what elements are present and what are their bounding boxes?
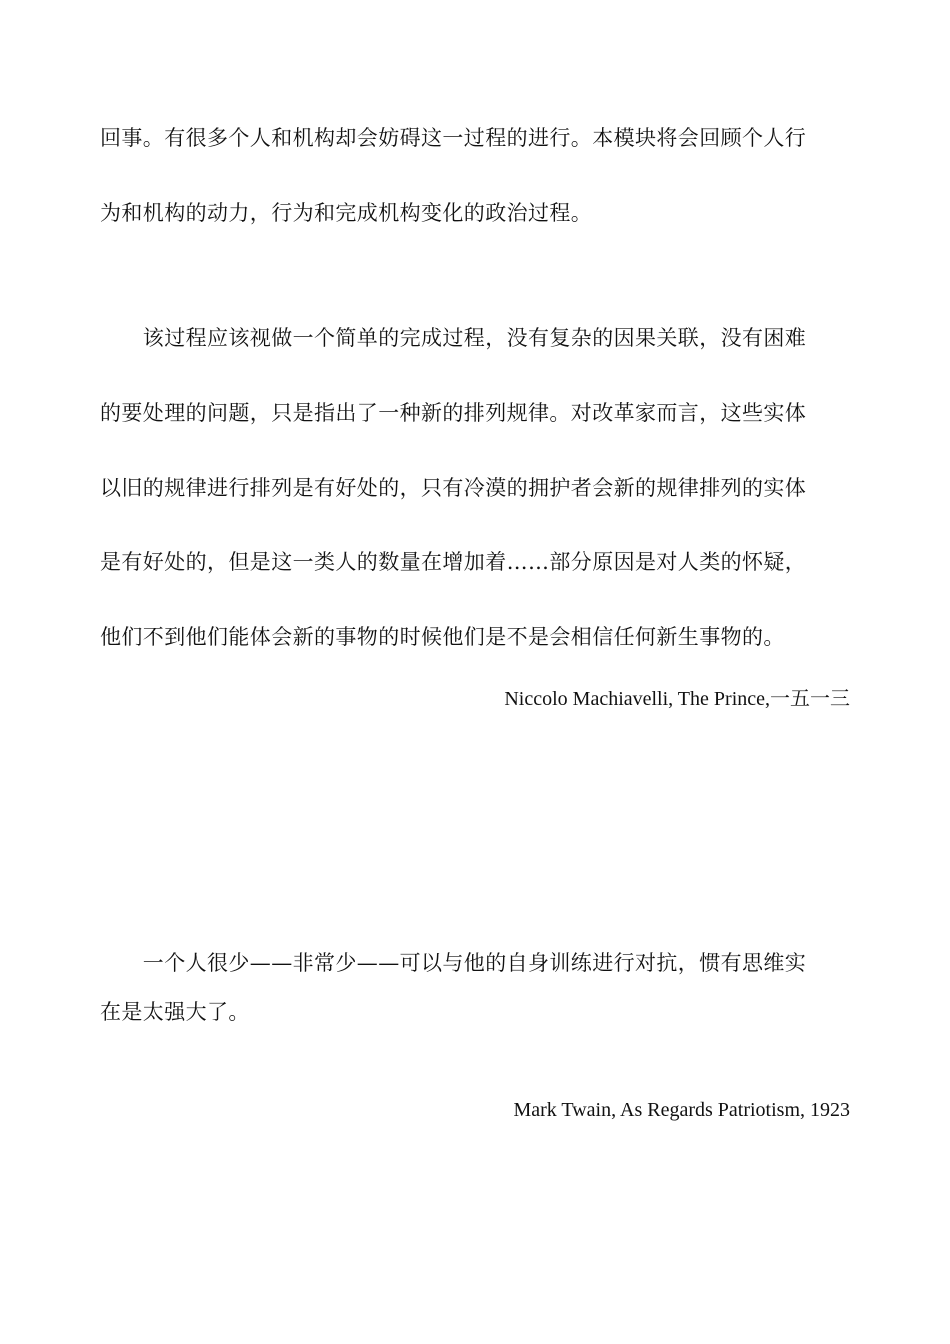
quote-line: 在是太强大了。 bbox=[100, 1000, 250, 1024]
quote-attribution: Mark Twain, As Regards Patriotism, 1923 bbox=[513, 1099, 850, 1121]
quote-line: 的要处理的问题，只是指出了一种新的排列规律。对改革家而言，这些实体 bbox=[100, 401, 807, 425]
quote-attribution: Niccolo Machiavelli, The Prince,一五一三 bbox=[504, 688, 850, 710]
paragraph-line: 回事。有很多个人和机构却会妨碍这一过程的进行。本模块将会回顾个人行 bbox=[100, 126, 807, 150]
quote-line: 该过程应该视做一个简单的完成过程，没有复杂的因果关联，没有困难 bbox=[100, 326, 807, 350]
paragraph-line: 为和机构的动力，行为和完成机构变化的政治过程。 bbox=[100, 201, 593, 225]
quote-line: 一个人很少——非常少——可以与他的自身训练进行对抗，惯有思维实 bbox=[100, 951, 807, 975]
quote-line: 是有好处的，但是这一类人的数量在增加着……部分原因是对人类的怀疑， bbox=[100, 550, 807, 574]
quote-line: 以旧的规律进行排列是有好处的，只有冷漠的拥护者会新的规律排列的实体 bbox=[100, 476, 807, 500]
quote-line: 他们不到他们能体会新的事物的时候他们是不是会相信任何新生事物的。 bbox=[100, 625, 785, 649]
